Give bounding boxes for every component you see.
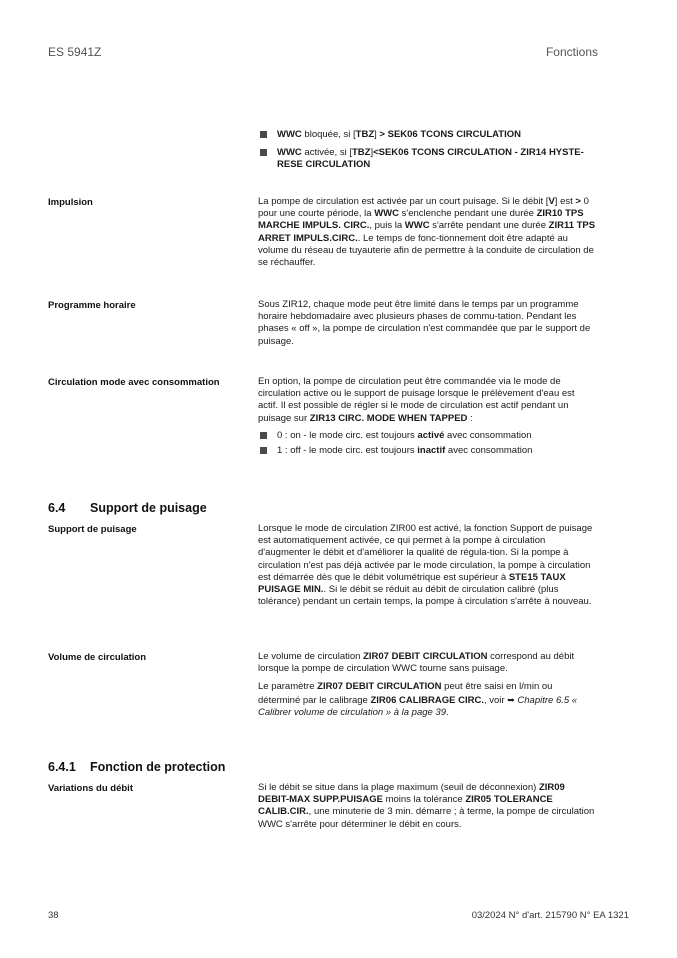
square-bullet-icon xyxy=(260,131,267,138)
list-item: WWC activée, si [TBZ]<SEK06 TCONS CIRCULATION - ZIR14 HYSTE-RESE CIRCULATION xyxy=(258,147,596,171)
square-bullet-icon xyxy=(260,149,267,156)
section-number: 6.4.1 xyxy=(48,760,76,774)
support-text: Lorsque le mode de circulation ZIR00 est activé, la fonction Support de puisage est automatiquement activée, ce qui permet à la pompe à circulation d'augmenter le débit et d'améliorer la qualité de régula-tion. Si la pompe à circulation n'est pas déjà activée par le mode circulation, la pompe à circulation est démarrée dès que le débit volumétrique est supérieur à STE15 TAUX PUISAGE MIN.. Si le débit se réduit au débit de circulation calibré (plus tolérance) pendant un certain temps, la pompe à circulation s'arrête à nouveau. xyxy=(258,523,593,608)
list-item: 0 : on - le mode circ. est toujours activé avec consommation xyxy=(258,430,596,442)
term-volume-de-circulation: Volume de circulation xyxy=(48,652,147,663)
section-heading-6-4 xyxy=(48,501,207,515)
section-title: Fonction de protection xyxy=(90,760,226,774)
list-item: WWC bloquée, si [TBZ] > SEK06 TCONS CIRCULATION xyxy=(258,129,596,141)
circulation-mode-text: En option, la pompe de circulation peut être commandée via le mode de circulation active ou le support de puisage lorsque le prélèvement d'eau est actif. Il est possible de régler si le mode de circulation est actif pendant un puisage sur ZIR13 CIRC. MODE WHEN TAPPED : 0 : on - le mode circ. est toujours activé avec consommation 1 : off - le mode circ. est toujours inactif avec consommation xyxy=(258,376,596,463)
list-item: 1 : off - le mode circ. est toujours inactif avec consommation xyxy=(258,445,596,457)
header-section-title: Fonctions xyxy=(545,45,598,59)
term-impulsion: Impulsion xyxy=(48,197,93,208)
variations-text: Si le débit se situe dans la plage maximum (seuil de déconnexion) ZIR09 DEBIT-MAX SUPP.PUISAGE moins la tolérance ZIR05 TOLERANCE CALIB.CIR., une minuterie de 3 min. démarre ; à terme, la pompe de circulation WWC s'arrête pour déterminer le débit en cours. xyxy=(258,782,595,830)
square-bullet-icon xyxy=(260,432,267,439)
section-heading-6-4-1 xyxy=(48,760,225,774)
section-number: 6.4 xyxy=(48,501,66,515)
volume-text: Le volume de circulation ZIR07 DEBIT CIRCULATION correspond au débit lorsque la pompe de circulation WWC tourne sans puisage. Le paramètre ZIR07 DEBIT CIRCULATION peut être saisi en l/min ou déterminé par le calibrage ZIR06 CALIBRAGE CIRC., voir ➥ Chapitre 6.5 « Calibrer volume de circulation » à la page 39. xyxy=(258,651,578,718)
programme-text: Sous ZIR12, chaque mode peut être limité dans le temps par un programme horaire hebdomadaire avec plusieurs phases de commu-tation. Pendant les phases « off », la pompe de circulation n'est commandée que par le support de puisage. xyxy=(258,299,591,347)
section-title: Support de puisage xyxy=(90,501,207,515)
term-circulation-mode: Circulation mode avec consommation xyxy=(48,377,220,388)
circulation-mode-list xyxy=(258,430,596,457)
page-number: 38 xyxy=(48,910,59,921)
term-programme-horaire: Programme horaire xyxy=(48,300,136,311)
header-doc-code: ES 5941Z xyxy=(48,45,102,59)
top-bullet-list xyxy=(258,129,596,172)
square-bullet-icon xyxy=(260,447,267,454)
top-bullet-block xyxy=(258,129,596,178)
footer-info: 03/2024 N° d'art. 215790 N° EA 1321 xyxy=(471,910,629,921)
impulsion-text: La pompe de circulation est activée par un court puisage. Si le débit [V] est > 0 pour une courte période, la WWC s'enclenche pendant une durée ZIR10 TPS MARCHE IMPULS. CIRC., puis la WWC s'arrête pendant une durée ZIR11 TPS ARRET IMPULS.CIRC.. Le temps de fonc-tionnement doit être adapté au volume du réseau de tuyauterie afin de permettre à la conduite de circulation de se réchauffer. xyxy=(258,196,596,269)
term-variations-du-debit: Variations du débit xyxy=(48,783,133,794)
term-support-de-puisage: Support de puisage xyxy=(48,524,137,535)
link-arrow-icon[interactable]: ➥ xyxy=(507,694,515,705)
chapter-link[interactable]: Chapitre 6.5 « Calibrer volume de circulation » à la page 39 xyxy=(258,694,578,718)
